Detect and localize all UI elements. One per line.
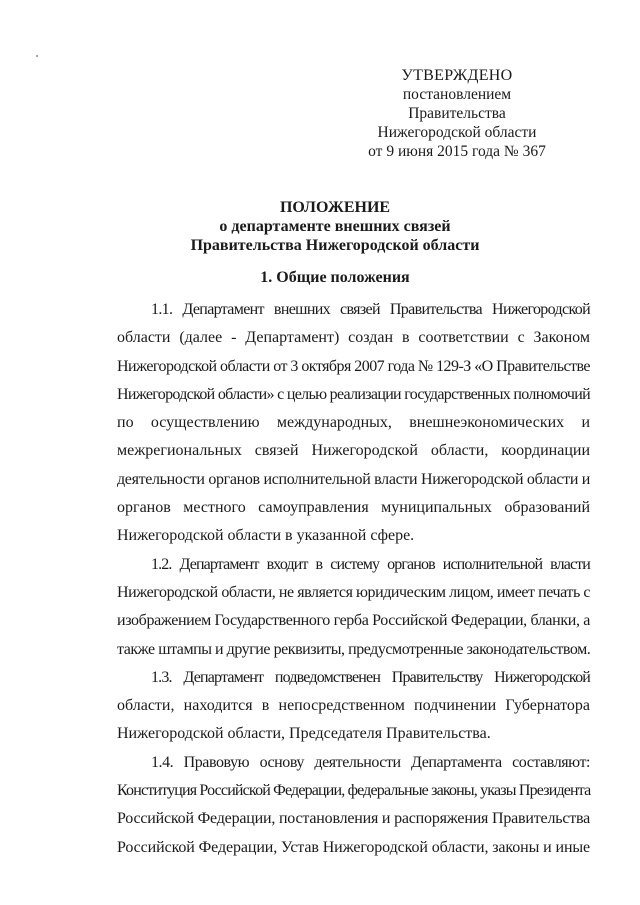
text-line: 1.3. Департамент подведомственен Правительству Нижегородской: [151, 668, 590, 686]
title-line-3: Правительства Нижегородской области: [190, 237, 480, 254]
text-line: области, находится в непосредственном подчинении Губернатора: [117, 697, 590, 715]
text-line: Нижегородской области, не является юридическим лицом, имеет печать с: [117, 583, 591, 601]
text-line: 1.2. Департамент входит в систему органов исполнительной власти: [151, 555, 590, 573]
document-title: [100, 198, 570, 255]
text-line: Российской Федерации, Устав Нижегородской области, законы и иные: [117, 838, 591, 856]
document-body: [83, 296, 590, 862]
text-line: органов местного самоуправления муниципальных образований: [117, 499, 590, 517]
text-line: по осуществлению международных, внешнеэкономических и: [117, 414, 590, 432]
text-line: Нижегородской области в указанной сфере.: [117, 527, 415, 545]
title-line-1: ПОЛОЖЕНИЕ: [279, 199, 391, 216]
approval-line-region: Нижегородской области: [377, 124, 537, 141]
paragraph-1-1: [83, 296, 590, 551]
paragraph-1-4: [83, 749, 590, 862]
text-line: изображением Государственного герба Российской Федерации, бланки, а: [117, 612, 590, 630]
approval-title: УТВЕРЖДЕНО: [401, 67, 513, 84]
text-line: области (далее - Департамент) создан в соответствии с Законом: [117, 329, 590, 347]
title-line-2: о департаменте внешних связей: [219, 218, 451, 235]
text-line: Нижегородской области» с целью реализации государственных полномочий: [117, 385, 590, 403]
approval-stamp-block: [357, 66, 557, 161]
text-line: Нижегородской области, Председателя Правительства.: [117, 725, 491, 743]
text-line: 1.1. Департамент внешних связей Правительства Нижегородской: [151, 301, 590, 318]
text-line: Конституция Российской Федерации, федеральные законы, указы Президента: [117, 782, 591, 800]
text-line: межрегиональных связей Нижегородской области, координации: [117, 442, 590, 460]
text-line: Нижегородской области от 3 октября 2007 года № 129-З «О Правительстве: [117, 357, 590, 375]
text-line: деятельности органов исполнительной власти Нижегородской области и: [117, 470, 590, 488]
scan-speck: [36, 55, 38, 57]
text-line: 1.4. Правовую основу деятельности Департамента составляют:: [151, 753, 590, 771]
approval-line-date: от 9 июня 2015 года № 367: [368, 143, 546, 160]
paragraph-1-2: [83, 551, 590, 664]
paragraph-1-3: [83, 664, 590, 749]
text-line: также штампы и другие реквизиты, предусмотренные законодательством.: [117, 640, 591, 658]
section-heading: 1. Общие положения: [260, 269, 410, 286]
approval-line-decree: постановлением Правительства: [402, 86, 512, 122]
text-line: Российской Федерации, постановления и распоряжения Правительства: [117, 810, 591, 828]
